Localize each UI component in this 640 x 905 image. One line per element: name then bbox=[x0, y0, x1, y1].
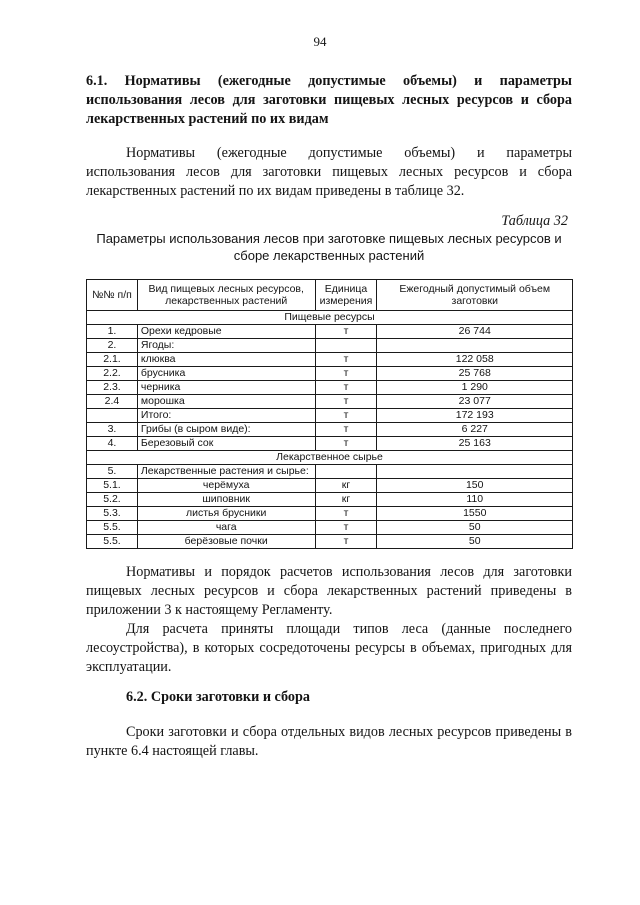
cell-value: 122 058 bbox=[377, 353, 573, 367]
cell-value: 1550 bbox=[377, 507, 573, 521]
cell-name: Ягоды: bbox=[137, 339, 315, 353]
cell-name: Грибы (в сыром виде): bbox=[137, 423, 315, 437]
cell-unit bbox=[315, 339, 377, 353]
cell-name: Итого: bbox=[137, 409, 315, 423]
cell-value: 26 744 bbox=[377, 325, 573, 339]
cell-value: 6 227 bbox=[377, 423, 573, 437]
table-row bbox=[87, 409, 573, 423]
table-row bbox=[87, 353, 573, 367]
cell-num: 5.3. bbox=[87, 507, 138, 521]
cell-num: 5. bbox=[87, 465, 138, 479]
header-name: Вид пищевых лесных ресурсов, лекарственных растений bbox=[137, 280, 315, 311]
cell-value: 172 193 bbox=[377, 409, 573, 423]
cell-num bbox=[87, 409, 138, 423]
cell-unit: т bbox=[315, 353, 377, 367]
section-label-food: Пищевые ресурсы bbox=[87, 311, 573, 325]
cell-unit: кг bbox=[315, 479, 377, 493]
table-label: Таблица 32 bbox=[501, 213, 568, 229]
table-header-row bbox=[87, 280, 573, 311]
cell-value: 150 bbox=[377, 479, 573, 493]
paragraph-terms: Сроки заготовки и сбора отдельных видов лесных ресурсов приведены в пункте 6.4 настоящей главы. bbox=[86, 724, 572, 759]
table-row bbox=[87, 479, 573, 493]
table-row bbox=[87, 339, 573, 353]
cell-num: 3. bbox=[87, 423, 138, 437]
cell-unit: т bbox=[315, 437, 377, 451]
cell-num: 5.2. bbox=[87, 493, 138, 507]
cell-name: чага bbox=[137, 521, 315, 535]
cell-unit: т bbox=[315, 507, 377, 521]
cell-num: 2.1. bbox=[87, 353, 138, 367]
cell-name: Березовый сок bbox=[137, 437, 315, 451]
cell-unit: кг bbox=[315, 493, 377, 507]
table-row bbox=[87, 507, 573, 521]
cell-num: 5.1. bbox=[87, 479, 138, 493]
cell-unit: т bbox=[315, 381, 377, 395]
table-row bbox=[87, 325, 573, 339]
table-row bbox=[87, 395, 573, 409]
cell-unit bbox=[315, 465, 377, 479]
table-row bbox=[87, 493, 573, 507]
cell-num: 2.2. bbox=[87, 367, 138, 381]
section-heading-6-2: 6.2. Сроки заготовки и сбора bbox=[126, 689, 311, 705]
table-title: Параметры использования лесов при заготовке пищевых лесных ресурсов и сборе лекарственных растений bbox=[96, 231, 562, 263]
cell-value: 50 bbox=[377, 521, 573, 535]
cell-unit: т bbox=[315, 423, 377, 437]
cell-value: 23 077 bbox=[377, 395, 573, 409]
page-number: 94 bbox=[313, 34, 327, 49]
table-row bbox=[87, 535, 573, 549]
section-label-medicinal: Лекарственное сырье bbox=[87, 451, 573, 465]
cell-unit: т bbox=[315, 409, 377, 423]
cell-name: черника bbox=[137, 381, 315, 395]
section-heading-6-1: 6.1. Нормативы (ежегодные допустимые объемы) и параметры использования лесов для заготовки пищевых лесных ресурсов и сбора лекарственных растений по их видам bbox=[86, 73, 572, 127]
cell-value: 50 bbox=[377, 535, 573, 549]
cell-name: морошка bbox=[137, 395, 315, 409]
cell-name: черёмуха bbox=[137, 479, 315, 493]
paragraph-norms: Нормативы и порядок расчетов использования лесов для заготовки пищевых лесных ресурсов и сбора лекарственных растений приведены в приложении 3 к настоящему Регламенту. bbox=[86, 564, 572, 618]
header-value: Ежегодный допустимый объем заготовки bbox=[377, 280, 573, 311]
resources-table bbox=[86, 279, 573, 549]
cell-unit: т bbox=[315, 325, 377, 339]
table-row bbox=[87, 437, 573, 451]
cell-value: 25 163 bbox=[377, 437, 573, 451]
cell-num: 1. bbox=[87, 325, 138, 339]
cell-value bbox=[377, 339, 573, 353]
cell-num: 5.5. bbox=[87, 535, 138, 549]
paragraph-intro: Нормативы (ежегодные допустимые объемы) и параметры использования лесов для заготовки пищевых лесных ресурсов и сбора лекарственных растений по их видам приведены в таблице 32. bbox=[86, 145, 572, 199]
header-num: №№ п/п bbox=[87, 280, 138, 311]
cell-num: 4. bbox=[87, 437, 138, 451]
paragraph-calculation: Для расчета приняты площади типов леса (данные последнего лесоустройства), в которых сосредоточены ресурсы в объемах, пригодных для эксплуатации. bbox=[86, 621, 572, 675]
cell-value: 1 290 bbox=[377, 381, 573, 395]
cell-name: шиповник bbox=[137, 493, 315, 507]
table-row bbox=[87, 465, 573, 479]
table-row bbox=[87, 381, 573, 395]
cell-name: Орехи кедровые bbox=[137, 325, 315, 339]
cell-name: клюква bbox=[137, 353, 315, 367]
cell-name: Лекарственные растения и сырье: bbox=[137, 465, 315, 479]
cell-unit: т bbox=[315, 521, 377, 535]
cell-value: 25 768 bbox=[377, 367, 573, 381]
header-unit: Единица измерения bbox=[315, 280, 377, 311]
cell-num: 5.5. bbox=[87, 521, 138, 535]
cell-unit: т bbox=[315, 395, 377, 409]
cell-num: 2.4 bbox=[87, 395, 138, 409]
cell-unit: т bbox=[315, 367, 377, 381]
table-row bbox=[87, 367, 573, 381]
table-row bbox=[87, 423, 573, 437]
cell-name: брусника bbox=[137, 367, 315, 381]
cell-value: 110 bbox=[377, 493, 573, 507]
table-row bbox=[87, 521, 573, 535]
cell-value bbox=[377, 465, 573, 479]
section-row-medicinal bbox=[87, 451, 573, 465]
cell-name: листья брусники bbox=[137, 507, 315, 521]
cell-num: 2.3. bbox=[87, 381, 138, 395]
cell-unit: т bbox=[315, 535, 377, 549]
cell-name: берёзовые почки bbox=[137, 535, 315, 549]
cell-num: 2. bbox=[87, 339, 138, 353]
section-row-food bbox=[87, 311, 573, 325]
